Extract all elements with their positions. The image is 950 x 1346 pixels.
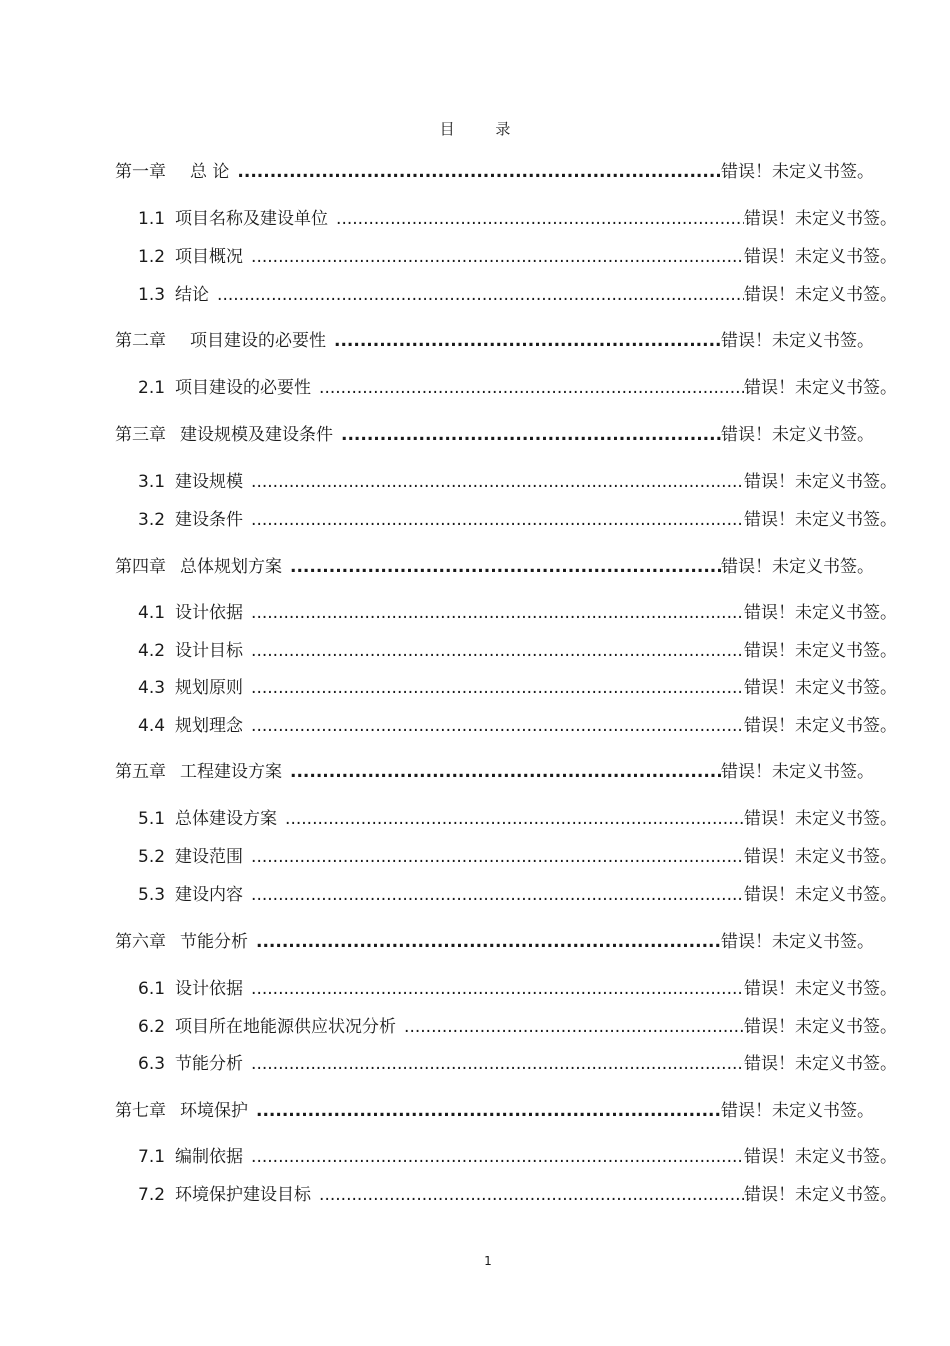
toc-section-entry[interactable] — [0, 204, 898, 229]
section-number: 2.1 — [138, 378, 166, 398]
section-title: 规划原则 — [175, 678, 244, 698]
toc-chapter-entry[interactable] — [0, 757, 875, 782]
section-number: 5.3 — [138, 885, 166, 905]
dot-leader — [256, 932, 721, 952]
toc-entry-label — [138, 1049, 243, 1074]
page-reference: 错误！未定义书签。 — [744, 1185, 897, 1205]
toc-section-entry[interactable] — [0, 242, 898, 267]
dot-leader — [251, 716, 744, 736]
dot-leader — [290, 762, 721, 782]
toc-entry-label — [138, 505, 243, 530]
toc-chapter-entry[interactable] — [0, 552, 875, 577]
dot-leader — [256, 1101, 721, 1121]
page-reference: 错误！未定义书签。 — [744, 809, 897, 829]
dot-leader — [251, 885, 744, 905]
chapter-number: 第七章 — [115, 1101, 166, 1121]
dot-leader — [290, 557, 721, 577]
toc-entry-label — [115, 157, 229, 182]
toc-section-entry[interactable] — [0, 505, 898, 530]
toc-section-entry[interactable] — [0, 1180, 898, 1205]
toc-chapter-entry[interactable] — [0, 927, 875, 952]
toc-entry-label — [138, 804, 277, 829]
section-number: 1.3 — [138, 285, 166, 305]
section-title: 总体建设方案 — [175, 809, 278, 829]
page-number: 1 — [484, 1254, 492, 1268]
chapter-number: 第五章 — [115, 762, 166, 782]
chapter-title: 节能分析 — [180, 932, 248, 952]
toc-section-entry[interactable] — [0, 1142, 898, 1167]
page-reference: 错误！未定义书签。 — [744, 885, 897, 905]
dot-leader — [251, 979, 744, 999]
toc-section-entry[interactable] — [0, 880, 898, 905]
section-number: 1.1 — [138, 209, 166, 229]
toc-entry-label — [138, 373, 311, 398]
page-reference: 错误！未定义书签。 — [721, 1101, 874, 1121]
dot-leader — [237, 162, 721, 182]
toc-entry-label — [115, 757, 282, 782]
chapter-title: 环境保护 — [180, 1101, 248, 1121]
dot-leader — [251, 678, 744, 698]
section-number: 3.2 — [138, 510, 166, 530]
section-number: 4.3 — [138, 678, 166, 698]
chapter-title: 项目建设的必要性 — [190, 331, 326, 351]
dot-leader — [251, 603, 744, 623]
page-reference: 错误！未定义书签。 — [744, 847, 897, 867]
section-number: 4.2 — [138, 641, 166, 661]
toc-entry-label — [115, 420, 333, 445]
dot-leader — [341, 425, 721, 445]
chapter-title: 建设规模及建设条件 — [180, 425, 333, 445]
page-reference: 错误！未定义书签。 — [744, 1147, 897, 1167]
page-reference: 错误！未定义书签。 — [721, 557, 874, 577]
page-reference: 错误！未定义书签。 — [744, 1054, 897, 1074]
section-title: 设计依据 — [175, 603, 244, 623]
page-reference: 错误！未定义书签。 — [744, 1017, 897, 1037]
section-number: 7.1 — [138, 1147, 166, 1167]
section-number: 5.1 — [138, 809, 166, 829]
toc-entry-label — [115, 1096, 248, 1121]
toc-section-entry[interactable] — [0, 1049, 898, 1074]
section-title: 设计依据 — [175, 979, 244, 999]
dot-leader — [251, 247, 744, 267]
chapter-number: 第一章 — [115, 162, 166, 182]
chapter-number: 第六章 — [115, 932, 166, 952]
section-title: 项目概况 — [175, 247, 244, 267]
dot-leader — [251, 510, 744, 530]
toc-entry-label — [115, 326, 326, 351]
dot-leader — [251, 472, 744, 492]
section-title: 设计目标 — [175, 641, 244, 661]
toc-entry-label — [138, 1012, 396, 1037]
dot-leader — [217, 285, 744, 305]
toc-section-entry[interactable] — [0, 673, 898, 698]
toc-entry-label — [138, 280, 209, 305]
section-title: 项目所在地能源供应状况分析 — [175, 1017, 397, 1037]
section-number: 6.3 — [138, 1054, 166, 1074]
page-reference: 错误！未定义书签。 — [744, 603, 897, 623]
toc-entry-label — [138, 467, 243, 492]
dot-leader — [285, 809, 744, 829]
page-reference: 错误！未定义书签。 — [744, 641, 897, 661]
page-reference: 错误！未定义书签。 — [721, 425, 874, 445]
toc-chapter-entry[interactable] — [0, 157, 875, 182]
chapter-title: 总体规划方案 — [180, 557, 282, 577]
section-number: 6.2 — [138, 1017, 166, 1037]
section-number: 1.2 — [138, 247, 166, 267]
page-reference: 错误！未定义书签。 — [744, 247, 897, 267]
toc-section-entry[interactable] — [0, 598, 898, 623]
section-number: 4.4 — [138, 716, 166, 736]
section-title: 编制依据 — [175, 1147, 244, 1167]
toc-section-entry[interactable] — [0, 804, 898, 829]
toc-entry-label — [138, 1180, 311, 1205]
section-title: 建设条件 — [175, 510, 244, 530]
page-reference: 错误！未定义书签。 — [744, 716, 897, 736]
dot-leader — [404, 1017, 744, 1037]
toc-entry-label — [138, 1142, 243, 1167]
toc-entry-label — [138, 204, 328, 229]
page-reference: 错误！未定义书签。 — [744, 979, 897, 999]
section-number: 3.1 — [138, 472, 166, 492]
page-reference: 错误！未定义书签。 — [721, 331, 874, 351]
section-title: 结论 — [175, 285, 210, 305]
dot-leader — [251, 641, 744, 661]
section-number: 5.2 — [138, 847, 166, 867]
section-title: 节能分析 — [175, 1054, 244, 1074]
toc-section-entry[interactable] — [0, 842, 898, 867]
toc-entry-label — [138, 974, 243, 999]
toc-section-entry[interactable] — [0, 974, 898, 999]
toc-section-entry[interactable] — [0, 280, 898, 305]
toc-section-entry[interactable] — [0, 373, 898, 398]
toc-title: 目 录 — [439, 120, 529, 138]
toc-chapter-entry[interactable] — [0, 420, 875, 445]
section-title: 项目名称及建设单位 — [175, 209, 329, 229]
toc-section-entry[interactable] — [0, 1012, 898, 1037]
toc-section-entry[interactable] — [0, 467, 898, 492]
dot-leader — [334, 331, 721, 351]
chapter-title: 总 论 — [190, 162, 230, 182]
dot-leader — [251, 847, 744, 867]
page-reference: 错误！未定义书签。 — [721, 932, 874, 952]
section-title: 建设内容 — [175, 885, 244, 905]
section-title: 建设范围 — [175, 847, 244, 867]
toc-entry-label — [138, 242, 243, 267]
toc-entry-label — [138, 711, 243, 736]
dot-leader — [251, 1054, 744, 1074]
section-title: 建设规模 — [175, 472, 244, 492]
page-reference: 错误！未定义书签。 — [744, 209, 897, 229]
page-reference: 错误！未定义书签。 — [744, 510, 897, 530]
toc-chapter-entry[interactable] — [0, 326, 875, 351]
page-reference: 错误！未定义书签。 — [744, 472, 897, 492]
section-number: 6.1 — [138, 979, 166, 999]
toc-section-entry[interactable] — [0, 636, 898, 661]
toc-entry-label — [138, 673, 243, 698]
section-title: 规划理念 — [175, 716, 244, 736]
chapter-number: 第四章 — [115, 557, 166, 577]
section-number: 7.2 — [138, 1185, 166, 1205]
toc-entry-label — [138, 598, 243, 623]
toc-entry-label — [115, 552, 282, 577]
dot-leader — [336, 209, 744, 229]
page-reference: 错误！未定义书签。 — [744, 378, 897, 398]
chapter-number: 第二章 — [115, 331, 166, 351]
toc-entry-label — [138, 842, 243, 867]
section-title: 环境保护建设目标 — [175, 1185, 312, 1205]
toc-section-entry[interactable] — [0, 711, 898, 736]
chapter-title: 工程建设方案 — [180, 762, 282, 782]
toc-chapter-entry[interactable] — [0, 1096, 875, 1121]
page-reference: 错误！未定义书签。 — [721, 762, 874, 782]
toc-entry-label — [138, 636, 243, 661]
dot-leader — [251, 1147, 744, 1167]
dot-leader — [319, 1185, 744, 1205]
page-reference: 错误！未定义书签。 — [721, 162, 874, 182]
toc-entry-label — [138, 880, 243, 905]
section-number: 4.1 — [138, 603, 166, 623]
toc-entry-label — [115, 927, 248, 952]
dot-leader — [319, 378, 744, 398]
page-reference: 错误！未定义书签。 — [744, 678, 897, 698]
chapter-number: 第三章 — [115, 425, 166, 445]
page-reference: 错误！未定义书签。 — [744, 285, 897, 305]
section-title: 项目建设的必要性 — [175, 378, 312, 398]
